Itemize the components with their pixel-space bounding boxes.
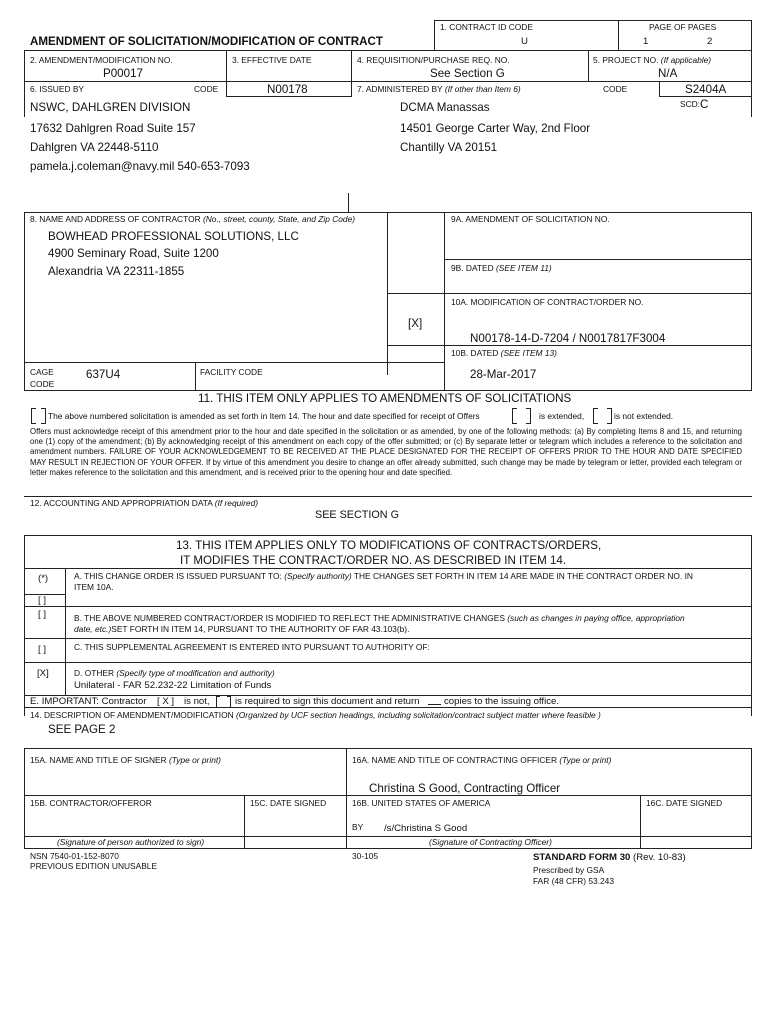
issued-code-value: N00178 bbox=[267, 83, 308, 96]
contract-id-label: 1. CONTRACT ID CODE bbox=[440, 22, 533, 32]
item-13-title: 13. THIS ITEM APPLIES ONLY TO MODIFICATIONS OF CONTRACTS/ORDERS, bbox=[176, 539, 602, 552]
signer-signature-caption: (Signature of person authorized to sign) bbox=[57, 837, 205, 847]
item-13a-checkbox[interactable]: [ ] bbox=[38, 595, 46, 606]
page-number: 1 bbox=[643, 36, 649, 47]
facility-code-label: FACILITY CODE bbox=[200, 367, 263, 377]
item-10a-value: N00178-14-D-7204 / N0017817F3004 bbox=[470, 332, 666, 345]
officer-signature-caption: (Signature of Contracting Officer) bbox=[429, 837, 552, 847]
item-13c-text: C. THIS SUPPLEMENTAL AGREEMENT IS ENTERED INTO PURSUANT TO AUTHORITY OF: bbox=[74, 642, 430, 652]
scd-value: C bbox=[700, 98, 709, 111]
item-11-instructions: Offers must acknowledge receipt of this amendment prior to the hour and date specified in the solicitation or as amended, by one of the following methods: (a) By completing Items 8 and 15, and returning one (1) copy of the amendment; (b) By acknowledging receipt of this amendment on each copy of the offer submitted; or (c) By separate letter or telegram which includes a reference to the solicitation and amendment numbers. FAILURE OF YOUR ACKNOWLEDGEMENT TO BE RECEIVED AT THE PLACE DESIGNATED FOR THE RECEIPT OF OFFERS PRIOR TO THE HOUR AND DATE SPECIFIED MAY RESULT IN REJECTION OF YOUR OFFER. If by virtue of this amendment you desire to change an offer already submitted, such change may be made by telegram or letter, provided each telegram or letter makes reference to the solicitation and this amendment, and is received prior to the opening hour and date specified. bbox=[30, 427, 742, 477]
issuer-name: NSWC, DAHLGREN DIVISION bbox=[30, 101, 191, 114]
item-13b-text-2: date, etc.)SET FORTH IN ITEM 14, PURSUANT TO THE AUTHORITY OF FAR 43.103(b). bbox=[74, 624, 410, 634]
item-13d-text: D. OTHER (Specify type of modification and authority) bbox=[74, 668, 275, 678]
officer-name-label: 16A. NAME AND TITLE OF CONTRACTING OFFICER (Type or print) bbox=[352, 755, 612, 765]
admin-code-value: S2404A bbox=[685, 83, 727, 96]
admin-name: DCMA Manassas bbox=[400, 101, 490, 114]
nsn-number: NSN 7540-01-152-8070 bbox=[30, 851, 119, 861]
cage-label: CAGE bbox=[30, 367, 54, 377]
administered-by-label: 7. ADMINISTERED BY (If other than Item 6) bbox=[357, 84, 521, 94]
prescribed-by: Prescribed by GSA bbox=[533, 865, 605, 875]
page-total: 2 bbox=[707, 36, 713, 47]
contractor-date-label: 15C. DATE SIGNED bbox=[250, 798, 327, 808]
important-checkbox[interactable]: [ X ] bbox=[157, 696, 175, 707]
contractor-city: Alexandria VA 22311-1855 bbox=[48, 265, 185, 278]
far-reference: FAR (48 CFR) 53.243 bbox=[533, 876, 614, 886]
item-9a-label: 9A. AMENDMENT OF SOLICITATION NO. bbox=[451, 214, 610, 224]
by-label: BY bbox=[352, 822, 364, 832]
important-text-b: is not, bbox=[184, 696, 210, 707]
amendment-no-value: P00017 bbox=[103, 67, 143, 80]
issuer-city: Dahlgren VA 22448-5110 bbox=[30, 141, 159, 154]
usa-label: 16B. UNITED STATES OF AMERICA bbox=[352, 798, 491, 808]
item-13a-text: A. THIS CHANGE ORDER IS ISSUED PURSUANT TO: (Specify authority) THE CHANGES SET FORTH IN ITEM 14 ARE MADE IN THE CONTRACT ORDER NO. IN bbox=[74, 571, 693, 581]
item-14-label: 14. DESCRIPTION OF AMENDMENT/MODIFICATION (Organized by UCF section headings, including solicitation/contract subject matter where feasible ) bbox=[30, 710, 601, 720]
important-box-left bbox=[216, 696, 220, 708]
item-13d-value: Unilateral - FAR 52.232-22 Limitation of Funds bbox=[74, 680, 272, 691]
form-code: 30-105 bbox=[352, 851, 379, 861]
item-10-checkbox[interactable]: [X] bbox=[408, 317, 423, 330]
item-13-subtitle: IT MODIFIES THE CONTRACT/ORDER NO. AS DESCRIBED IN ITEM 14. bbox=[180, 554, 567, 567]
item-10b-value: 28-Mar-2017 bbox=[470, 368, 537, 381]
important-text-c: is required to sign this document and return bbox=[235, 696, 420, 707]
issued-code-label: CODE bbox=[194, 84, 219, 94]
scd-label: SCD: bbox=[680, 99, 701, 109]
item-14-value: SEE PAGE 2 bbox=[48, 723, 116, 736]
form-title: AMENDMENT OF SOLICITATION/MODIFICATION OF CONTRACT bbox=[30, 35, 383, 48]
standard-form-name: STANDARD FORM 30 (Rev. 10-83) bbox=[533, 852, 686, 863]
important-text-a: E. IMPORTANT: Contractor bbox=[30, 696, 147, 707]
item-13d-checkbox[interactable]: [X] bbox=[37, 668, 49, 679]
contractor-address: 4900 Seminary Road, Suite 1200 bbox=[48, 247, 219, 260]
item-12-value: SEE SECTION G bbox=[315, 509, 399, 521]
item-13b-checkbox[interactable]: [ ] bbox=[38, 609, 46, 620]
previous-edition: PREVIOUS EDITION UNUSABLE bbox=[30, 861, 158, 871]
officer-signature: /s/Christina S Good bbox=[384, 823, 468, 834]
item-11-line-b: is extended, bbox=[539, 411, 585, 421]
contractor-name: BOWHEAD PROFESSIONAL SOLUTIONS, LLC bbox=[48, 230, 299, 243]
item-11-title: 11. THIS ITEM ONLY APPLIES TO AMENDMENTS OF SOLICITATIONS bbox=[198, 392, 572, 405]
officer-name-value: Christina S Good, Contracting Officer bbox=[369, 782, 561, 795]
item-11-line-a: The above numbered solicitation is amended as set forth in Item 14. The hour and date specified for receipt of Offers bbox=[48, 411, 480, 421]
item-13-star: (*) bbox=[38, 573, 49, 584]
important-text-d: copies to the issuing office. bbox=[444, 696, 560, 707]
contractor-label: 8. NAME AND ADDRESS OF CONTRACTOR (No., street, county, State, and Zip Code) bbox=[30, 214, 356, 224]
issuer-address: 17632 Dahlgren Road Suite 157 bbox=[30, 122, 196, 135]
cage-value: 637U4 bbox=[86, 368, 121, 381]
issued-by-label: 6. ISSUED BY bbox=[30, 84, 84, 94]
page-of-pages-label: PAGE OF PAGES bbox=[649, 22, 717, 32]
item-12-label: 12. ACCOUNTING AND APPROPRIATION DATA (If required) bbox=[30, 498, 259, 508]
contract-id-value: U bbox=[521, 36, 528, 47]
effective-date-label: 3. EFFECTIVE DATE bbox=[232, 55, 312, 65]
amendment-no-label: 2. AMENDMENT/MODIFICATION NO. bbox=[30, 55, 173, 65]
project-no-value: N/A bbox=[658, 67, 678, 80]
admin-city: Chantilly VA 20151 bbox=[400, 141, 498, 154]
admin-address: 14501 George Carter Way, 2nd Floor bbox=[400, 122, 591, 135]
important-box-right bbox=[227, 696, 231, 708]
signer-name-label: 15A. NAME AND TITLE OF SIGNER (Type or print) bbox=[30, 755, 221, 765]
item-13a-text-2: ITEM 10A. bbox=[74, 582, 114, 592]
item-10b-label: 10B. DATED (SEE ITEM 13) bbox=[451, 348, 557, 358]
item-13c-checkbox[interactable]: [ ] bbox=[38, 644, 46, 655]
item-13b-text: B. THE ABOVE NUMBERED CONTRACT/ORDER IS MODIFIED TO REFLECT THE ADMINISTRATIVE CHANGES (such as changes in paying office, appropriation bbox=[74, 613, 685, 623]
item-9b-label: 9B. DATED (SEE ITEM 11) bbox=[451, 263, 552, 273]
item-10a-label: 10A. MODIFICATION OF CONTRACT/ORDER NO. bbox=[451, 297, 644, 307]
project-no-label: 5. PROJECT NO. (If applicable) bbox=[593, 55, 712, 65]
admin-code-label: CODE bbox=[603, 84, 628, 94]
contractor-offeror-label: 15B. CONTRACTOR/OFFEROR bbox=[30, 798, 152, 808]
cage-label-2: CODE bbox=[30, 379, 55, 389]
requisition-label: 4. REQUISITION/PURCHASE REQ. NO. bbox=[357, 55, 510, 65]
item-11-line-c: is not extended. bbox=[614, 411, 674, 421]
officer-date-label: 16C. DATE SIGNED bbox=[646, 798, 723, 808]
requisition-value: See Section G bbox=[430, 67, 505, 80]
issuer-contact: pamela.j.coleman@navy.mil 540-653-7093 bbox=[30, 160, 250, 173]
